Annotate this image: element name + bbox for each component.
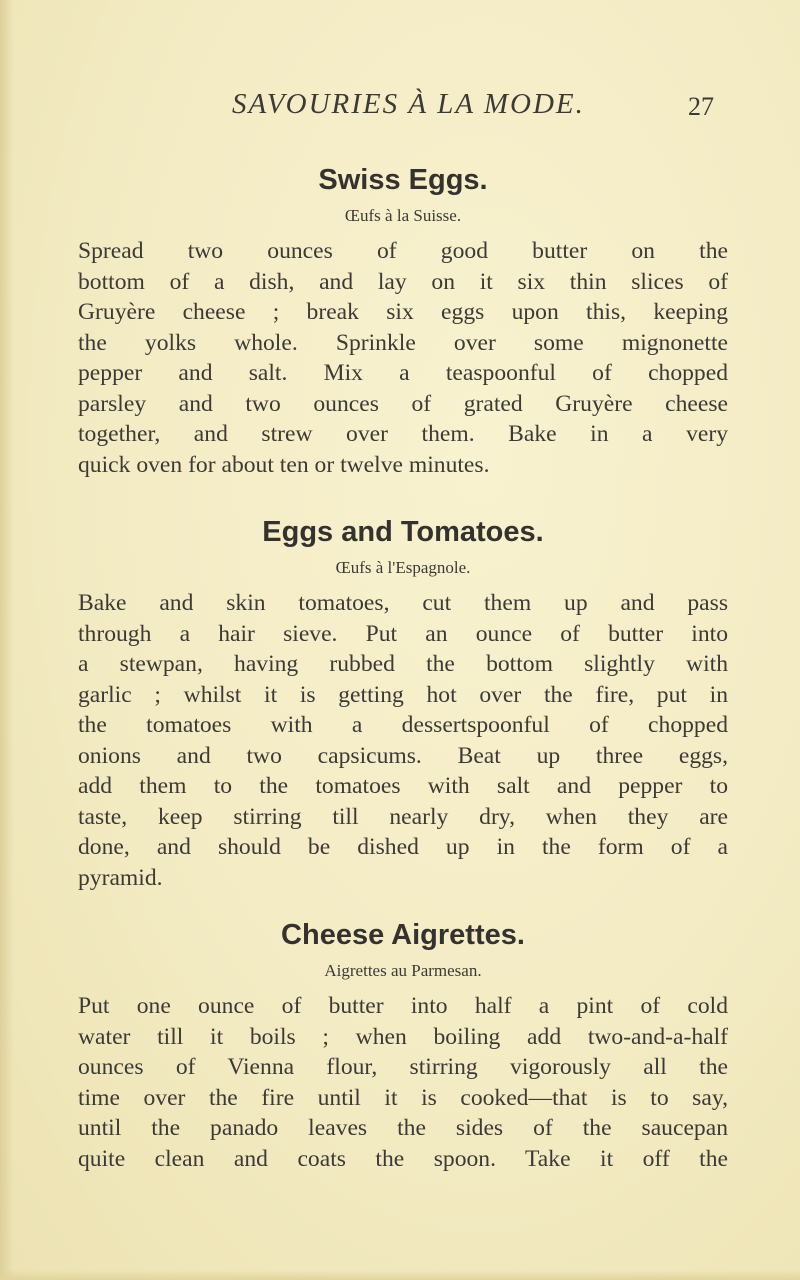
section-title: Swiss Eggs. — [318, 164, 488, 196]
running-title: SAVOURIES À LA MODE. — [232, 88, 585, 120]
section-paragraph — [78, 991, 728, 1174]
section-subtitle: Œufs à la Suisse. — [344, 206, 462, 225]
text-line: quite clean and coats the spoon. Take it off the — [78, 1145, 728, 1172]
text-line: a stewpan, having rubbed the bottom slightly with — [78, 651, 728, 677]
text-line: done, and should be dished up in the form of a — [78, 834, 728, 860]
section-title: Cheese Aigrettes. — [281, 919, 525, 951]
section-title: Eggs and Tomatoes. — [262, 516, 544, 548]
section-paragraph — [78, 588, 728, 893]
text-line: onions and two capsicums. Beat up three eggs, — [78, 742, 728, 769]
text-line: the yolks whole. Sprinkle over some mignonette — [78, 329, 728, 356]
text-line: water till it boils ; when boiling add two-and-a-half — [78, 1023, 728, 1050]
text-line: pyramid. — [78, 864, 163, 891]
section-subtitle: Aigrettes au Parmesan. — [324, 961, 482, 980]
text-line: Gruyère cheese ; break six eggs upon this, keeping — [78, 299, 728, 325]
text-line: pepper and salt. Mix a teaspoonful of chopped — [78, 360, 728, 386]
section-subtitle: Œufs à l'Espagnole. — [335, 558, 471, 577]
text-line: parsley and two ounces of grated Gruyère cheese — [78, 390, 728, 417]
text-line: the tomatoes with a dessertspoonful of chopped — [78, 712, 728, 738]
text-line: ounces of Vienna flour, stirring vigorously all the — [78, 1054, 728, 1080]
text-line: through a hair sieve. Put an ounce of butter into — [78, 620, 728, 647]
text-line: Put one ounce of butter into half a pint of cold — [78, 993, 728, 1019]
text-line: Bake and skin tomatoes, cut them up and pass — [78, 590, 728, 616]
text-line: quick oven for about ten or twelve minutes. — [78, 451, 490, 478]
page-number: 27 — [688, 92, 714, 121]
section-paragraph — [78, 236, 728, 480]
text-line: time over the fire until it is cooked—that is to say, — [78, 1084, 728, 1111]
text-line: add them to the tomatoes with salt and pepper to — [78, 773, 728, 799]
running-head — [0, 88, 800, 128]
page-content — [78, 160, 728, 1174]
text-line: bottom of a dish, and lay on it six thin slices of — [78, 268, 728, 295]
text-line: together, and strew over them. Bake in a very — [78, 421, 728, 447]
text-line: Spread two ounces of good butter on the — [78, 238, 728, 264]
text-line: taste, keep stirring till nearly dry, when they are — [78, 803, 728, 830]
text-line: garlic ; whilst it is getting hot over the fire, put in — [78, 681, 728, 708]
text-line: until the panado leaves the sides of the saucepan — [78, 1115, 728, 1141]
